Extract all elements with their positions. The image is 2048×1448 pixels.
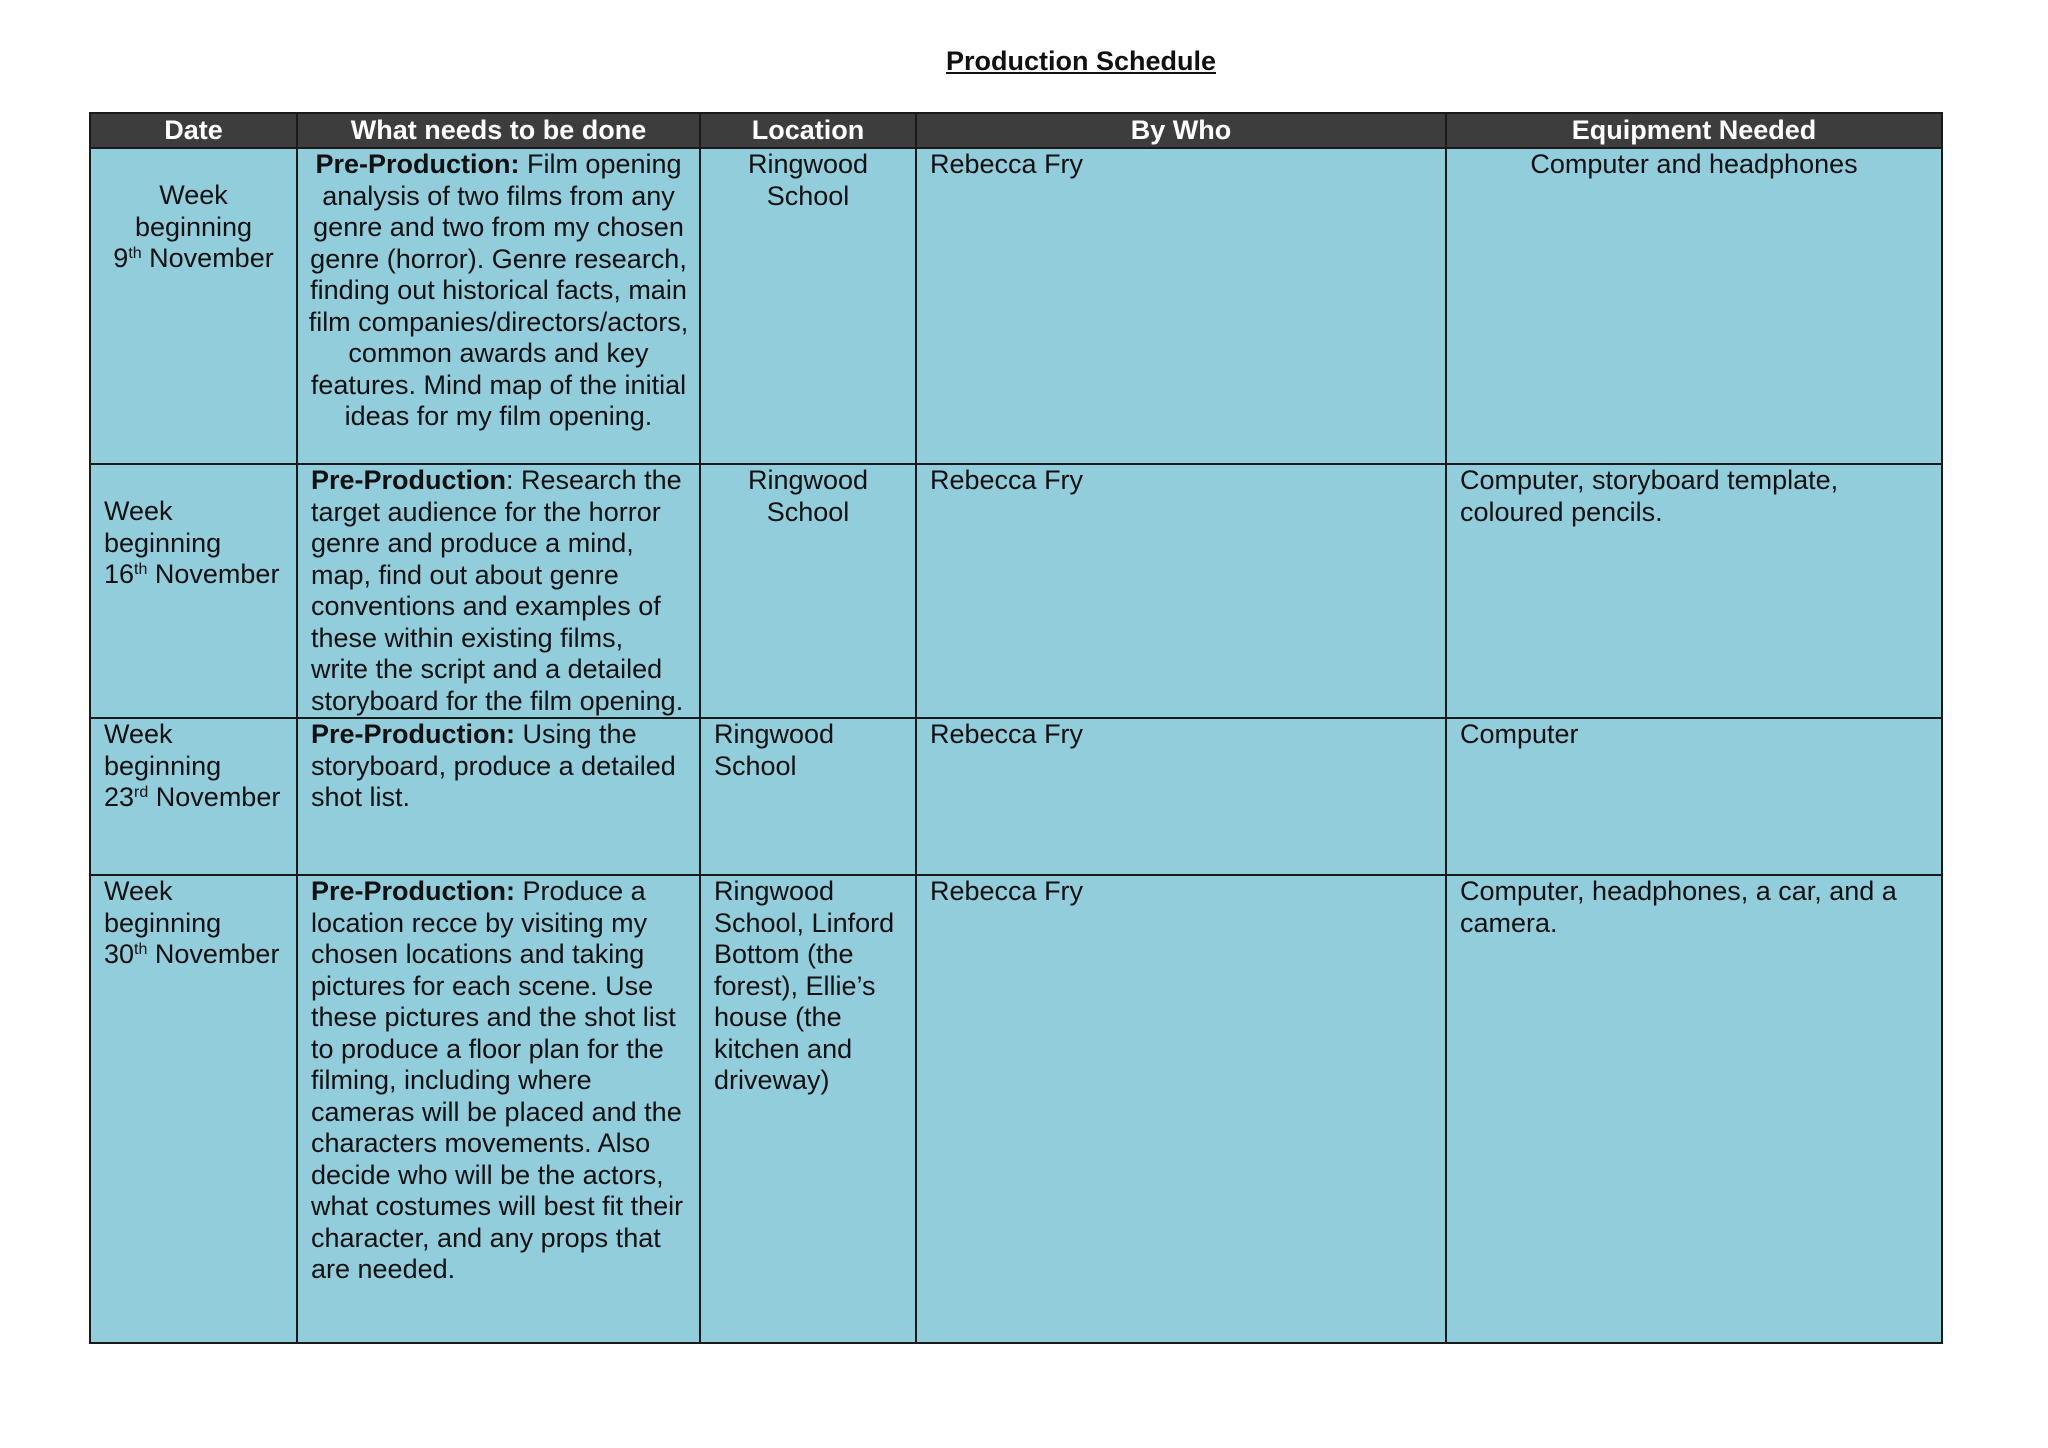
- location-cell: Ringwood School: [700, 718, 916, 875]
- by-who-cell: Rebecca Fry: [916, 718, 1446, 875]
- task-text: Using the storyboard, produce a detailed shot list.: [311, 719, 676, 812]
- date-value: 23rd November: [104, 782, 281, 812]
- date-week: Week: [159, 180, 228, 210]
- table-row: [90, 718, 1942, 875]
- header-by-who: By Who: [916, 113, 1446, 148]
- date-beginning: beginning: [104, 527, 222, 558]
- by-who-cell: Rebecca Fry: [916, 464, 1446, 718]
- date-week: Week: [104, 496, 173, 526]
- table-row: [90, 148, 1942, 464]
- date-cell: [90, 718, 297, 875]
- task-cell: [297, 718, 700, 875]
- task-cell: [297, 464, 700, 718]
- equipment-cell: Computer, storyboard template, coloured pencils.: [1446, 464, 1942, 718]
- task-cell: [297, 875, 700, 1343]
- table-row: [90, 875, 1942, 1343]
- date-beginning: beginning: [104, 907, 222, 938]
- table-header-row: [90, 113, 1942, 148]
- date-cell: [90, 464, 297, 718]
- task-text: Produce a location recce by visiting my chosen locations and taking pictures for each scene. Use these pictures and the shot list to produce a floor plan for the filming, including where cameras will be placed and the characters movements. Also decide who will be the actors, what costumes will best fit their character, and any props that are needed.: [311, 876, 684, 1284]
- date-week: Week: [104, 719, 173, 749]
- task-label: Pre-Production: [311, 465, 507, 495]
- equipment-cell: Computer, headphones, a car, and a camera.: [1446, 875, 1942, 1343]
- date-cell: [90, 875, 297, 1343]
- task-text: Film opening analysis of two films from any genre and two from my chosen genre (horror). Genre research, finding out historical facts, main film companies/directors/actors, common awards and key features. Mind map of the initial ideas for my film opening.: [308, 149, 689, 431]
- location-cell: Ringwood School: [700, 464, 916, 718]
- date-value: 16th November: [104, 559, 280, 589]
- task-label: Pre-Production:: [315, 149, 520, 179]
- equipment-cell: Computer: [1446, 718, 1942, 875]
- header-location: Location: [700, 113, 916, 148]
- date-beginning: beginning: [134, 211, 253, 242]
- location-cell: Ringwood School: [700, 148, 916, 464]
- date-value: 30th November: [104, 939, 280, 969]
- header-equipment: Equipment Needed: [1446, 113, 1942, 148]
- table-row: [90, 464, 1942, 718]
- task-cell: [297, 148, 700, 464]
- header-date: Date: [90, 113, 297, 148]
- document-title: Production Schedule: [945, 46, 1217, 76]
- task-label: Pre-Production:: [311, 719, 516, 749]
- equipment-cell: Computer and headphones: [1446, 148, 1942, 464]
- location-cell: Ringwood School, Linford Bottom (the forest), Ellie’s house (the kitchen and driveway): [700, 875, 916, 1343]
- header-task: What needs to be done: [297, 113, 700, 148]
- task-text: : Research the target audience for the horror genre and produce a mind, map, find out about genre conventions and examples of these within existing films, write the script and a detailed storyboard for the film opening.: [311, 465, 684, 716]
- task-label: Pre-Production:: [311, 876, 516, 906]
- date-week: Week: [104, 876, 173, 906]
- date-beginning: beginning: [104, 750, 222, 781]
- by-who-cell: Rebecca Fry: [916, 148, 1446, 464]
- production-schedule-table: [89, 112, 1943, 1344]
- date-cell: [90, 148, 297, 464]
- by-who-cell: Rebecca Fry: [916, 875, 1446, 1343]
- date-value: 9th November: [113, 243, 274, 273]
